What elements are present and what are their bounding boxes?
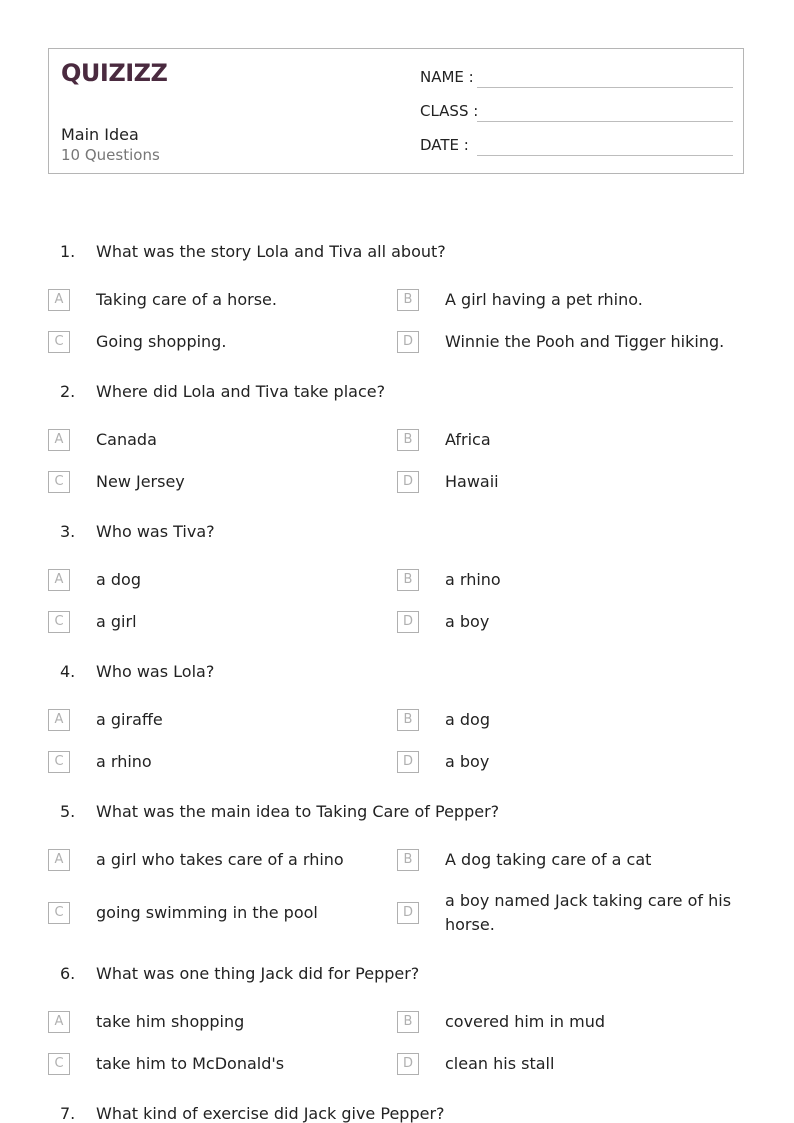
option-text: a giraffe [96, 710, 163, 729]
option-text: a dog [445, 710, 490, 729]
date-field[interactable] [420, 136, 469, 154]
option-text: Canada [96, 430, 157, 449]
question-number: 4. [60, 662, 76, 681]
option-letter-box[interactable]: A [48, 569, 70, 591]
option-letter-box[interactable]: D [397, 611, 419, 633]
option-letter-box[interactable]: C [48, 611, 70, 633]
option-letter-box[interactable]: D [397, 471, 419, 493]
option-letter-box[interactable]: C [48, 471, 70, 493]
option-letter-box[interactable]: A [48, 849, 70, 871]
question-number: 3. [60, 522, 76, 541]
question-number: 2. [60, 382, 76, 401]
worksheet-title: Main Idea [61, 125, 139, 144]
option-text: a boy named Jack taking care of his horse. [445, 891, 732, 934]
question-text: What kind of exercise did Jack give Pepper? [96, 1104, 445, 1123]
date-line[interactable] [477, 155, 733, 156]
option-letter-box[interactable]: D [397, 902, 419, 924]
option-text: a boy [445, 612, 490, 631]
option-letter-box[interactable]: B [397, 429, 419, 451]
name-field[interactable] [420, 68, 474, 86]
question-text: Who was Tiva? [96, 522, 215, 541]
option-letter-box[interactable]: B [397, 849, 419, 871]
option-text: clean his stall [445, 1054, 555, 1073]
question-text: Where did Lola and Tiva take place? [96, 382, 386, 401]
option-letter-box[interactable]: B [397, 709, 419, 731]
option-text: Taking care of a horse. [96, 290, 277, 309]
option-letter-box[interactable]: B [397, 1011, 419, 1033]
worksheet-header [48, 48, 744, 174]
class-field[interactable] [420, 102, 478, 120]
question-number: 6. [60, 964, 76, 983]
question-text: What was one thing Jack did for Pepper? [96, 964, 420, 983]
option-text: a girl who takes care of a rhino [96, 850, 344, 869]
question-count: 10 Questions [61, 146, 160, 164]
option-letter-box[interactable]: C [48, 1053, 70, 1075]
question-text: Who was Lola? [96, 662, 215, 681]
question-text: What was the story Lola and Tiva all about? [96, 242, 446, 261]
option-text: A dog taking care of a cat [445, 850, 652, 869]
option-text: Hawaii [445, 472, 499, 491]
option-letter-box[interactable]: B [397, 569, 419, 591]
option-letter-box[interactable]: A [48, 709, 70, 731]
class-line[interactable] [477, 121, 733, 122]
option-letter-box[interactable]: A [48, 289, 70, 311]
quizizz-logo: QUIZIZZ [61, 59, 168, 87]
class-label: CLASS : [420, 102, 479, 120]
option-letter-box[interactable]: D [397, 1053, 419, 1075]
option-text: Going shopping. [96, 332, 227, 351]
question-number: 5. [60, 802, 76, 821]
option-text: take him to McDonald's [96, 1054, 285, 1073]
option-text: A girl having a pet rhino. [445, 290, 643, 309]
option-text: Africa [445, 430, 491, 449]
question-number: 7. [60, 1104, 76, 1123]
option-text: New Jersey [96, 472, 185, 491]
option-letter-box[interactable]: D [397, 751, 419, 773]
option-text: a girl [96, 612, 137, 631]
name-label: NAME : [420, 68, 474, 86]
option-letter-box[interactable]: A [48, 429, 70, 451]
option-text: a boy [445, 752, 490, 771]
option-text: going swimming in the pool [96, 903, 318, 922]
name-line[interactable] [477, 87, 733, 88]
option-letter-box[interactable]: C [48, 902, 70, 924]
option-letter-box[interactable]: C [48, 331, 70, 353]
question-text: What was the main idea to Taking Care of Pepper? [96, 802, 500, 821]
option-letter-box[interactable]: D [397, 331, 419, 353]
option-letter-box[interactable]: B [397, 289, 419, 311]
date-label: DATE : [420, 136, 469, 154]
question-number: 1. [60, 242, 76, 261]
option-text: a rhino [445, 570, 501, 589]
option-letter-box[interactable]: A [48, 1011, 70, 1033]
option-text: a rhino [96, 752, 152, 771]
option-text: a dog [96, 570, 141, 589]
option-letter-box[interactable]: C [48, 751, 70, 773]
option-text: Winnie the Pooh and Tigger hiking. [445, 332, 725, 351]
option-text: covered him in mud [445, 1012, 606, 1031]
option-text: take him shopping [96, 1012, 245, 1031]
